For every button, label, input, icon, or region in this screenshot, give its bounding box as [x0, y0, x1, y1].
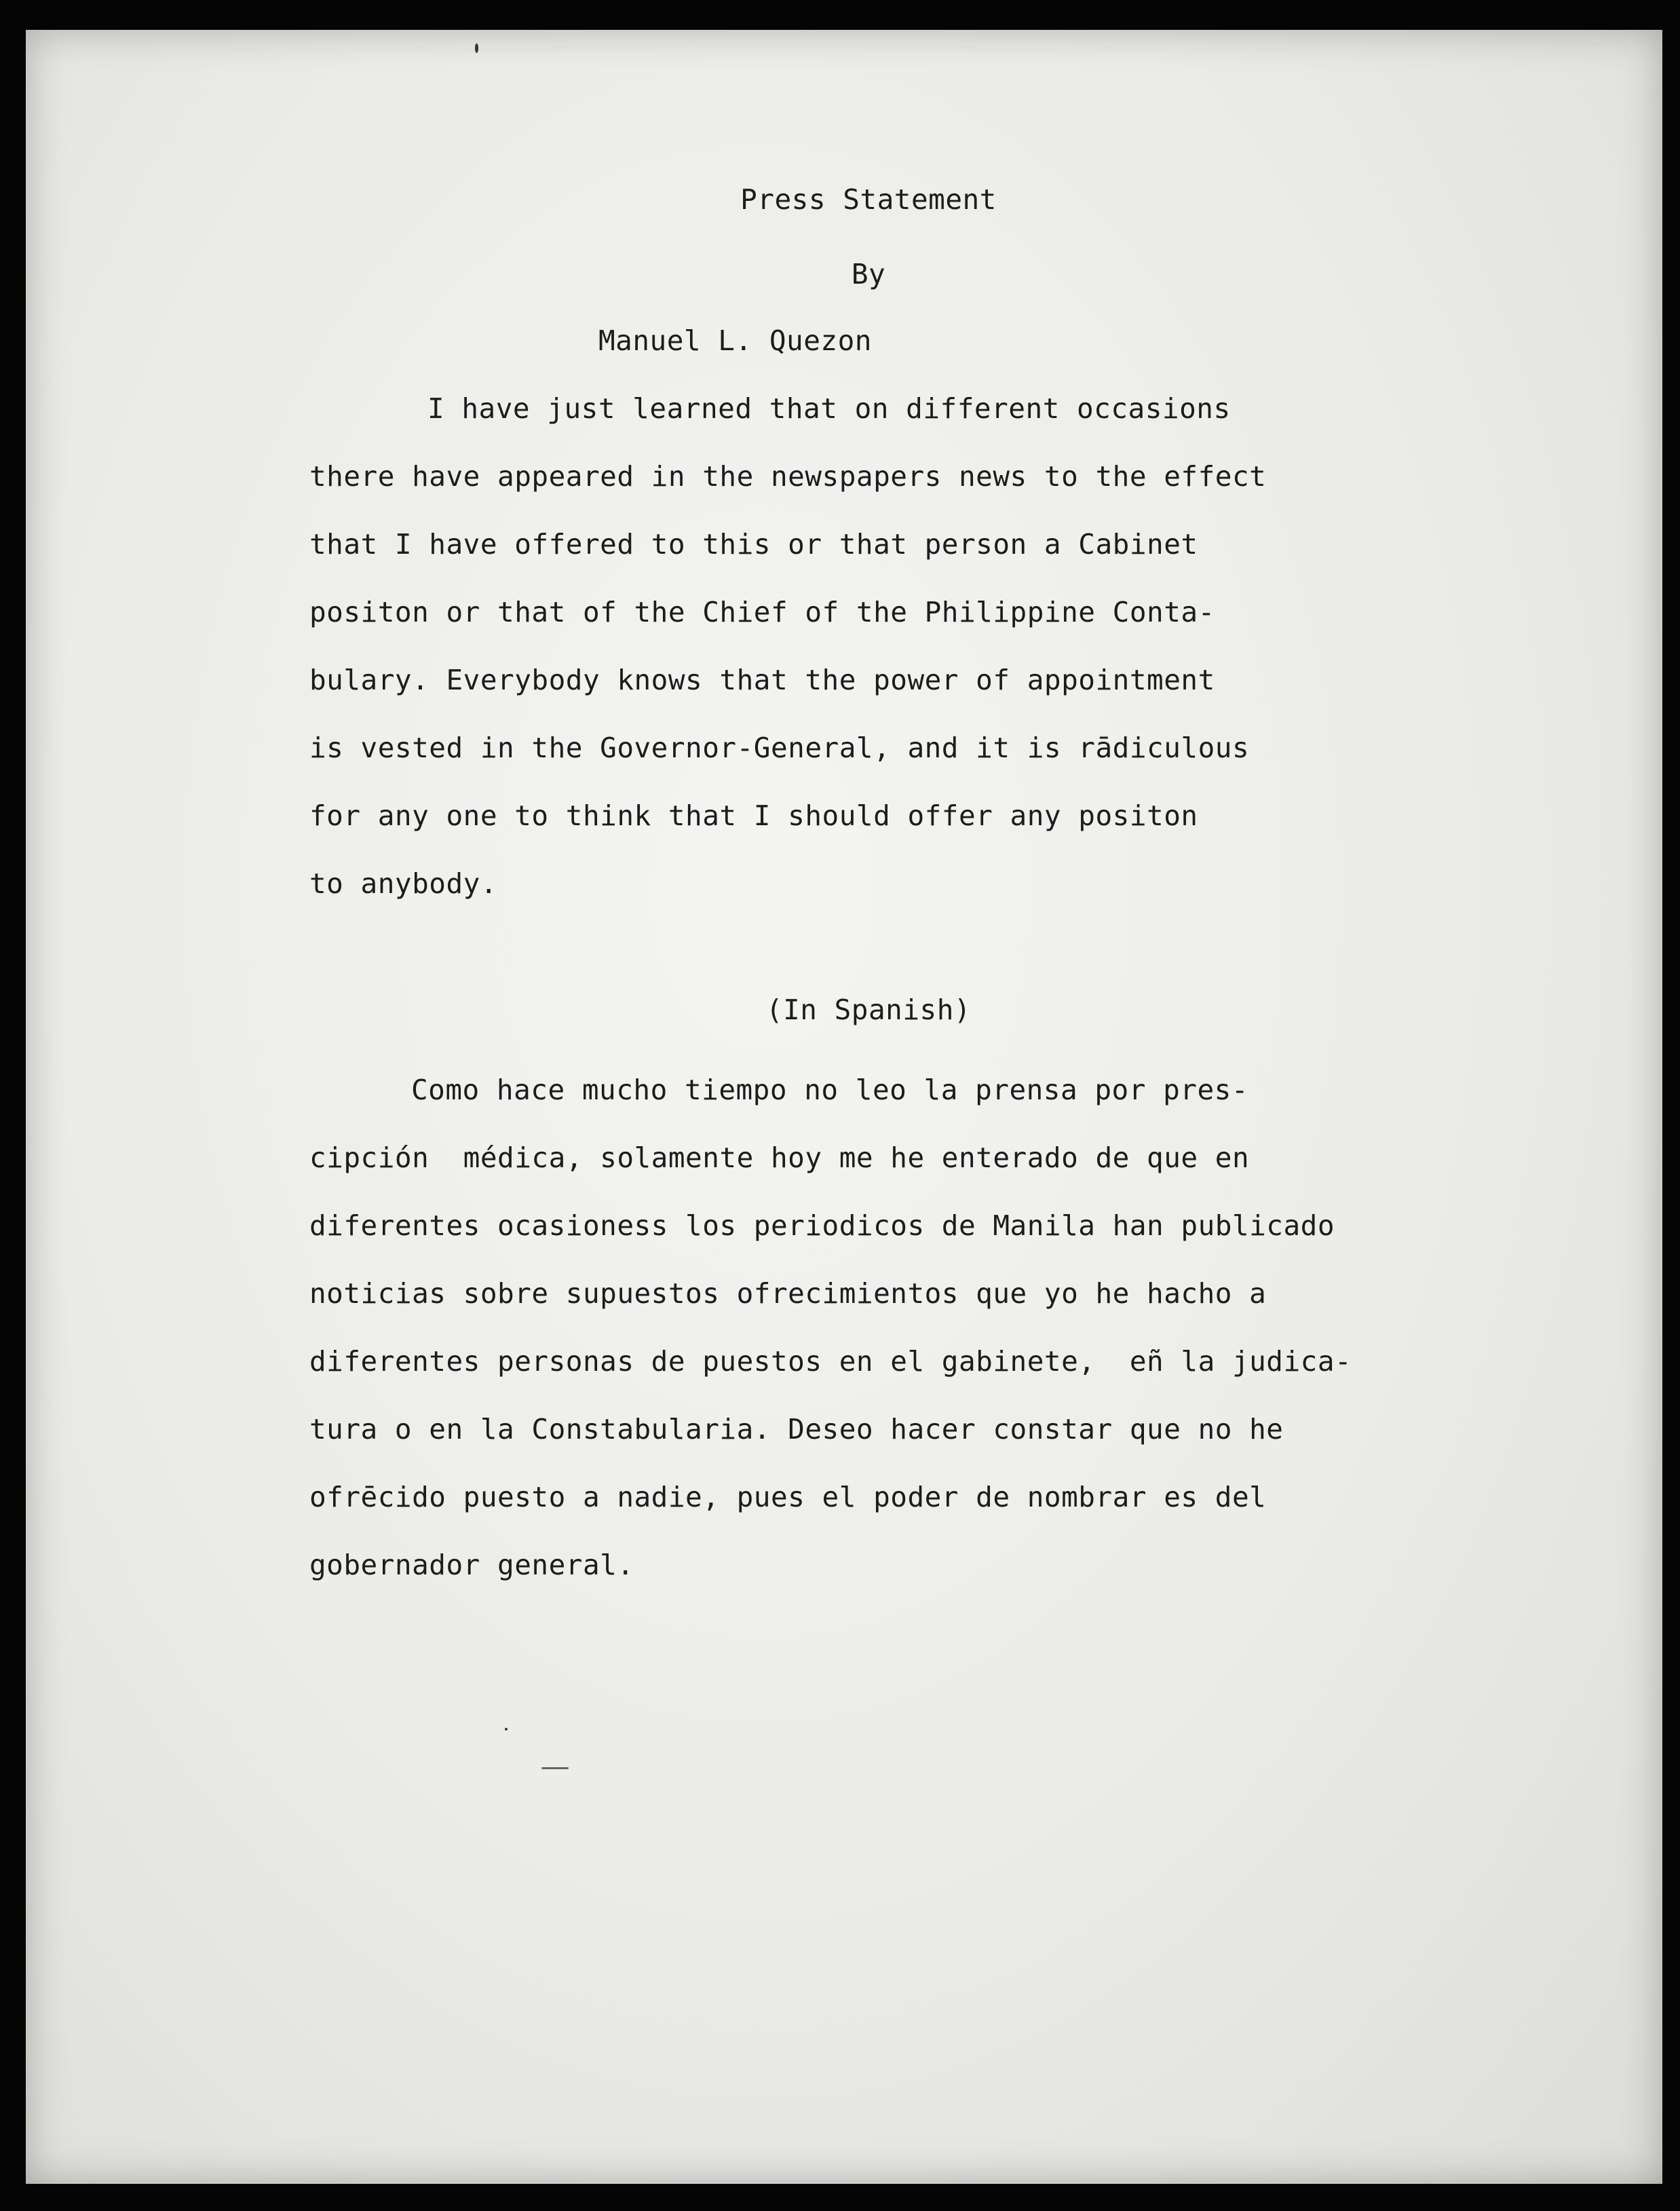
paragraph-line: gobernador general.: [309, 1549, 634, 1581]
paragraph-line: diferentes personas de puestos en el gabinete, eñ la judica-: [309, 1345, 1352, 1378]
spanish-heading: (In Spanish): [765, 994, 972, 1026]
ink-speck: [505, 1728, 508, 1731]
paragraph-line: tura o en la Constabularia. Deseo hacer constar que no he: [309, 1413, 1284, 1445]
ink-speck: [475, 43, 478, 53]
paragraph-line: bulary. Everybody knows that the power of appointment: [309, 664, 1215, 696]
document-page: [26, 30, 1662, 2184]
paragraph-line: I have just learned that on different occasions: [427, 392, 1231, 425]
paragraph-line: to anybody.: [309, 867, 498, 900]
byline-by: By: [851, 258, 886, 290]
paragraph-line: cipción médica, solamente hoy me he enterado de que en: [309, 1141, 1250, 1174]
paragraph-line: diferentes ocasioness los periodicos de Manila han publicado: [309, 1209, 1335, 1242]
author-name: Manuel L. Quezon: [598, 324, 872, 357]
paragraph-line: positon or that of the Chief of the Philippine Conta-: [309, 596, 1215, 628]
document-title: Press Statement: [740, 183, 997, 216]
paragraph-line: is vested in the Governor-General, and it is rādiculous: [309, 732, 1250, 764]
paragraph-line: for any one to think that I should offer any positon: [309, 799, 1198, 832]
paragraph-line: ofrēcido puesto a nadie, pues el poder de nombrar es del: [309, 1481, 1267, 1513]
paragraph-line: noticias sobre supuestos ofrecimientos que yo he hacho a: [309, 1277, 1267, 1310]
paragraph-line: Como hace mucho tiempo no leo la prensa por pres-: [411, 1074, 1249, 1106]
ink-speck: [541, 1767, 569, 1769]
paragraph-line: there have appeared in the newspapers news to the effect: [309, 460, 1267, 493]
paragraph-line: that I have offered to this or that person a Cabinet: [309, 528, 1198, 561]
